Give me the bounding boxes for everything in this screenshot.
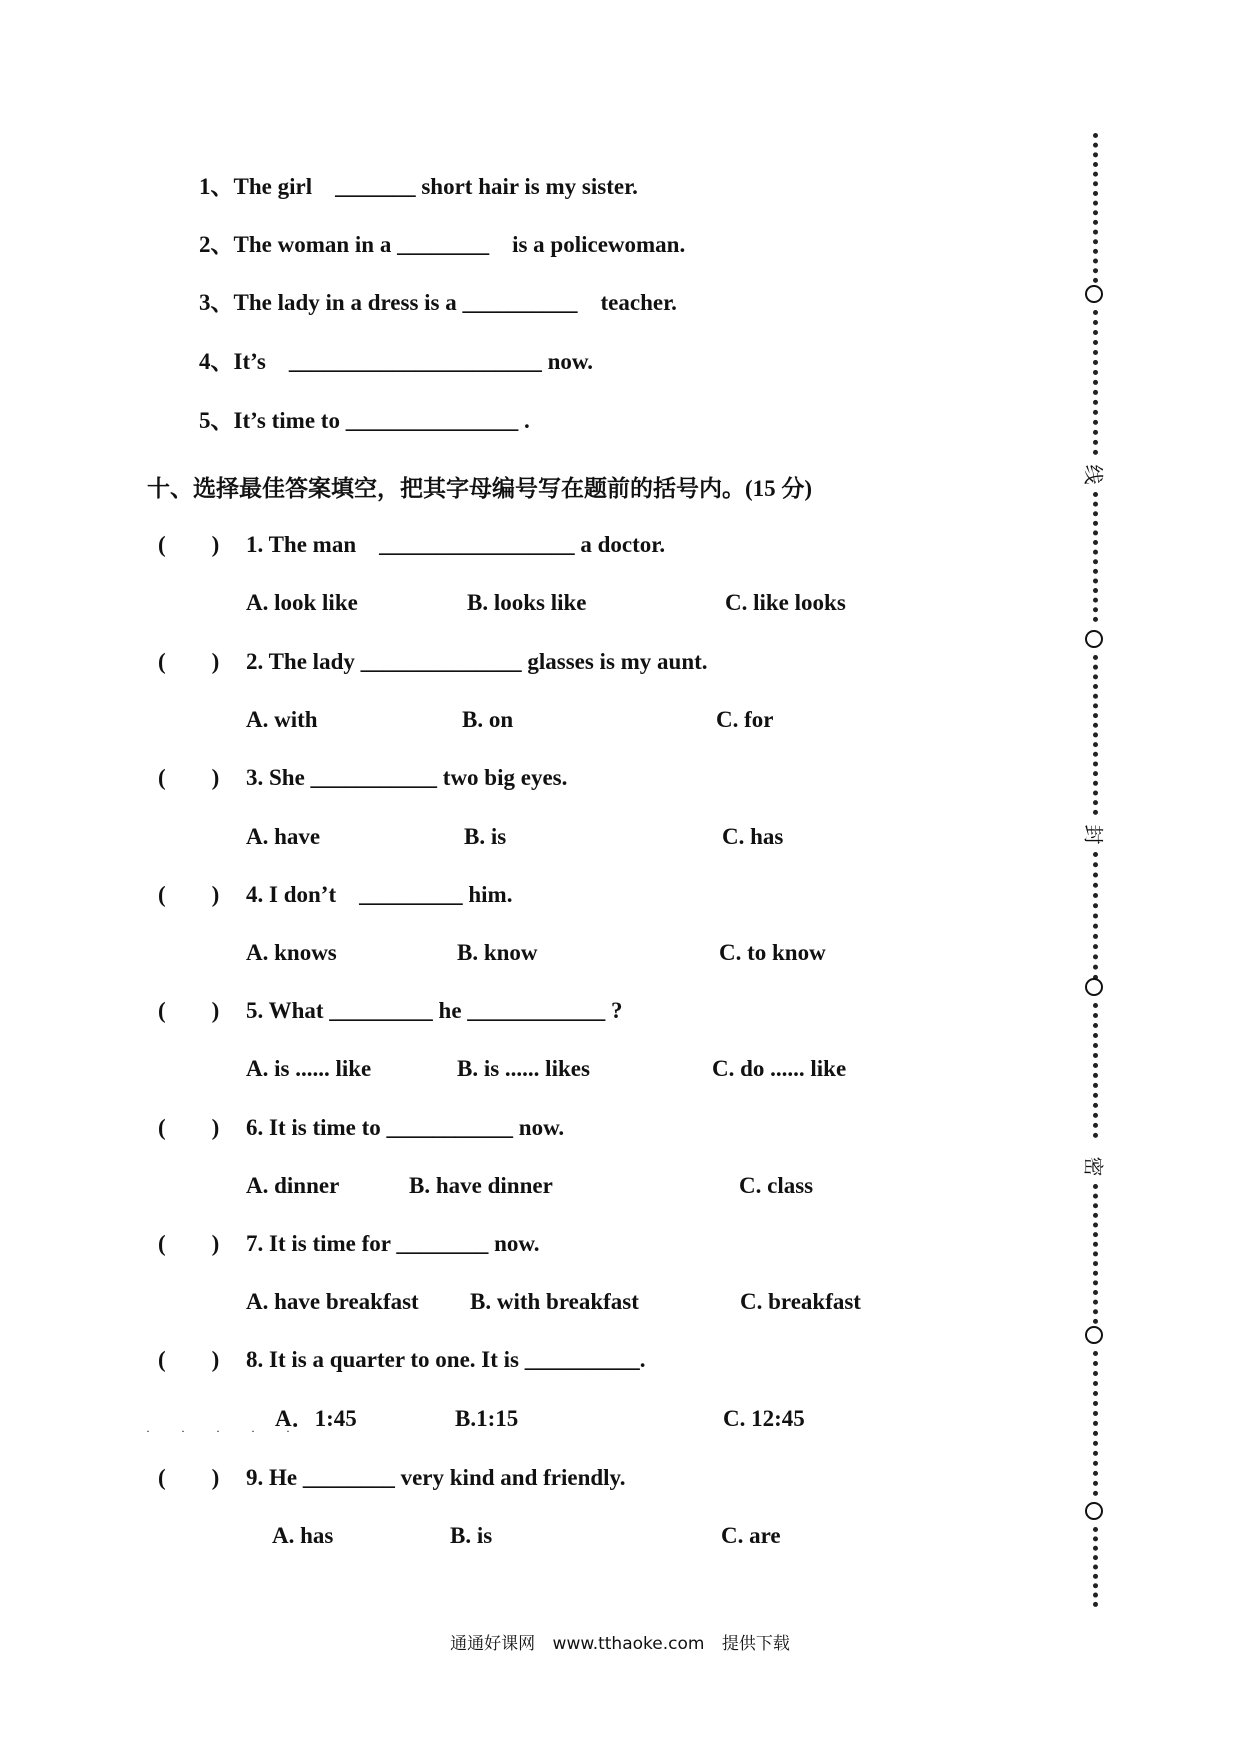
option-a: A. knows bbox=[246, 940, 337, 965]
answer-bracket: ( ) bbox=[158, 882, 220, 907]
option-c: C. are bbox=[721, 1523, 781, 1548]
option-b: B. is bbox=[450, 1523, 493, 1548]
answer-bracket: ( ) bbox=[158, 1465, 220, 1490]
answer-bracket: ( ) bbox=[158, 649, 220, 674]
option-b: B. is ...... likes bbox=[457, 1056, 590, 1081]
option-c: C. 12:45 bbox=[723, 1406, 805, 1431]
option-b: B.1:15 bbox=[455, 1406, 519, 1431]
binding-hole-icon bbox=[1085, 1502, 1103, 1520]
fill-in-item-4: 4、It’s ______________________ now. bbox=[199, 349, 593, 374]
option-a: A. with bbox=[246, 707, 318, 732]
option-a: A. dinner bbox=[246, 1173, 340, 1198]
question-stem: 3. She ___________ two big eyes. bbox=[246, 765, 568, 790]
option-b: B. know bbox=[457, 940, 538, 965]
answer-bracket: ( ) bbox=[158, 1347, 220, 1372]
answer-bracket: ( ) bbox=[158, 532, 220, 557]
seal-char-mi: 密 bbox=[1081, 1156, 1106, 1177]
seal-char-feng: 封 bbox=[1081, 824, 1106, 845]
option-c: C. like looks bbox=[725, 590, 846, 615]
question-stem: 9. He ________ very kind and friendly. bbox=[246, 1465, 626, 1490]
fill-in-item-2: 2、The woman in a ________ is a policewoman. bbox=[199, 232, 686, 257]
option-c: C. for bbox=[716, 707, 774, 732]
answer-bracket: ( ) bbox=[158, 998, 220, 1023]
seal-line-segment bbox=[1093, 655, 1106, 815]
footer-site-name: 通通好课网 bbox=[450, 1634, 536, 1654]
option-a: A. has bbox=[272, 1523, 334, 1548]
option-a: A. look like bbox=[246, 590, 358, 615]
question-stem: 6. It is time to ___________ now. bbox=[246, 1115, 565, 1140]
footer-suffix: 提供下载 bbox=[721, 1634, 790, 1654]
binding-hole-icon bbox=[1085, 285, 1103, 303]
question-stem: 8. It is a quarter to one. It is __________. bbox=[246, 1347, 646, 1372]
option-a: A．1:45 bbox=[275, 1406, 357, 1431]
question-stem: 2. The lady ______________ glasses is my aunt. bbox=[246, 649, 708, 674]
option-a: A. is ...... like bbox=[246, 1056, 372, 1081]
seal-line-segment bbox=[1093, 133, 1106, 283]
binding-hole-icon bbox=[1085, 978, 1103, 996]
question-stem: 4. I don’t _________ him. bbox=[246, 882, 513, 907]
option-b: B. have dinner bbox=[409, 1173, 553, 1198]
option-c: C. do ...... like bbox=[712, 1056, 847, 1081]
seal-line-segment bbox=[1093, 1184, 1106, 1324]
seal-line-segment bbox=[1093, 852, 1106, 980]
question-stem: 1. The man _________________ a doctor. bbox=[246, 532, 666, 557]
seal-char-xian: 线 bbox=[1081, 464, 1106, 485]
option-a: A. have bbox=[246, 824, 321, 849]
scan-dots: · · · · · bbox=[146, 1424, 304, 1438]
option-c: C. has bbox=[722, 824, 784, 849]
seal-line-segment bbox=[1093, 1003, 1106, 1138]
seal-line-segment bbox=[1093, 1527, 1106, 1607]
binding-hole-icon bbox=[1085, 1326, 1103, 1344]
option-c: C. to know bbox=[719, 940, 826, 965]
option-c: C. class bbox=[739, 1173, 814, 1198]
seal-line-segment bbox=[1093, 310, 1106, 455]
answer-bracket: ( ) bbox=[158, 1115, 220, 1140]
question-stem: 7. It is time for ________ now. bbox=[246, 1231, 540, 1256]
fill-in-item-5: 5、It’s time to _______________ . bbox=[199, 408, 530, 433]
fill-in-item-1: 1、The girl _______ short hair is my sister. bbox=[199, 174, 638, 199]
answer-bracket: ( ) bbox=[158, 765, 220, 790]
footer bbox=[0, 1629, 1240, 1654]
answer-bracket: ( ) bbox=[158, 1231, 220, 1256]
section-heading: 十、选择最佳答案填空，把其字母编号写在题前的括号内。(15 分) bbox=[147, 476, 813, 501]
binding-hole-icon bbox=[1085, 630, 1103, 648]
option-a: A. have breakfast bbox=[246, 1289, 419, 1314]
option-c: C. breakfast bbox=[740, 1289, 861, 1314]
fill-in-item-3: 3、The lady in a dress is a __________ teacher. bbox=[199, 290, 677, 315]
footer-url: www.tthaoke.com bbox=[552, 1634, 705, 1654]
option-b: B. on bbox=[462, 707, 514, 732]
option-b: B. is bbox=[464, 824, 507, 849]
option-b: B. with breakfast bbox=[470, 1289, 639, 1314]
question-stem: 5. What _________ he ____________ ? bbox=[246, 998, 623, 1023]
seal-line-segment bbox=[1093, 492, 1106, 622]
seal-line-segment bbox=[1093, 1351, 1106, 1496]
option-b: B. looks like bbox=[467, 590, 587, 615]
